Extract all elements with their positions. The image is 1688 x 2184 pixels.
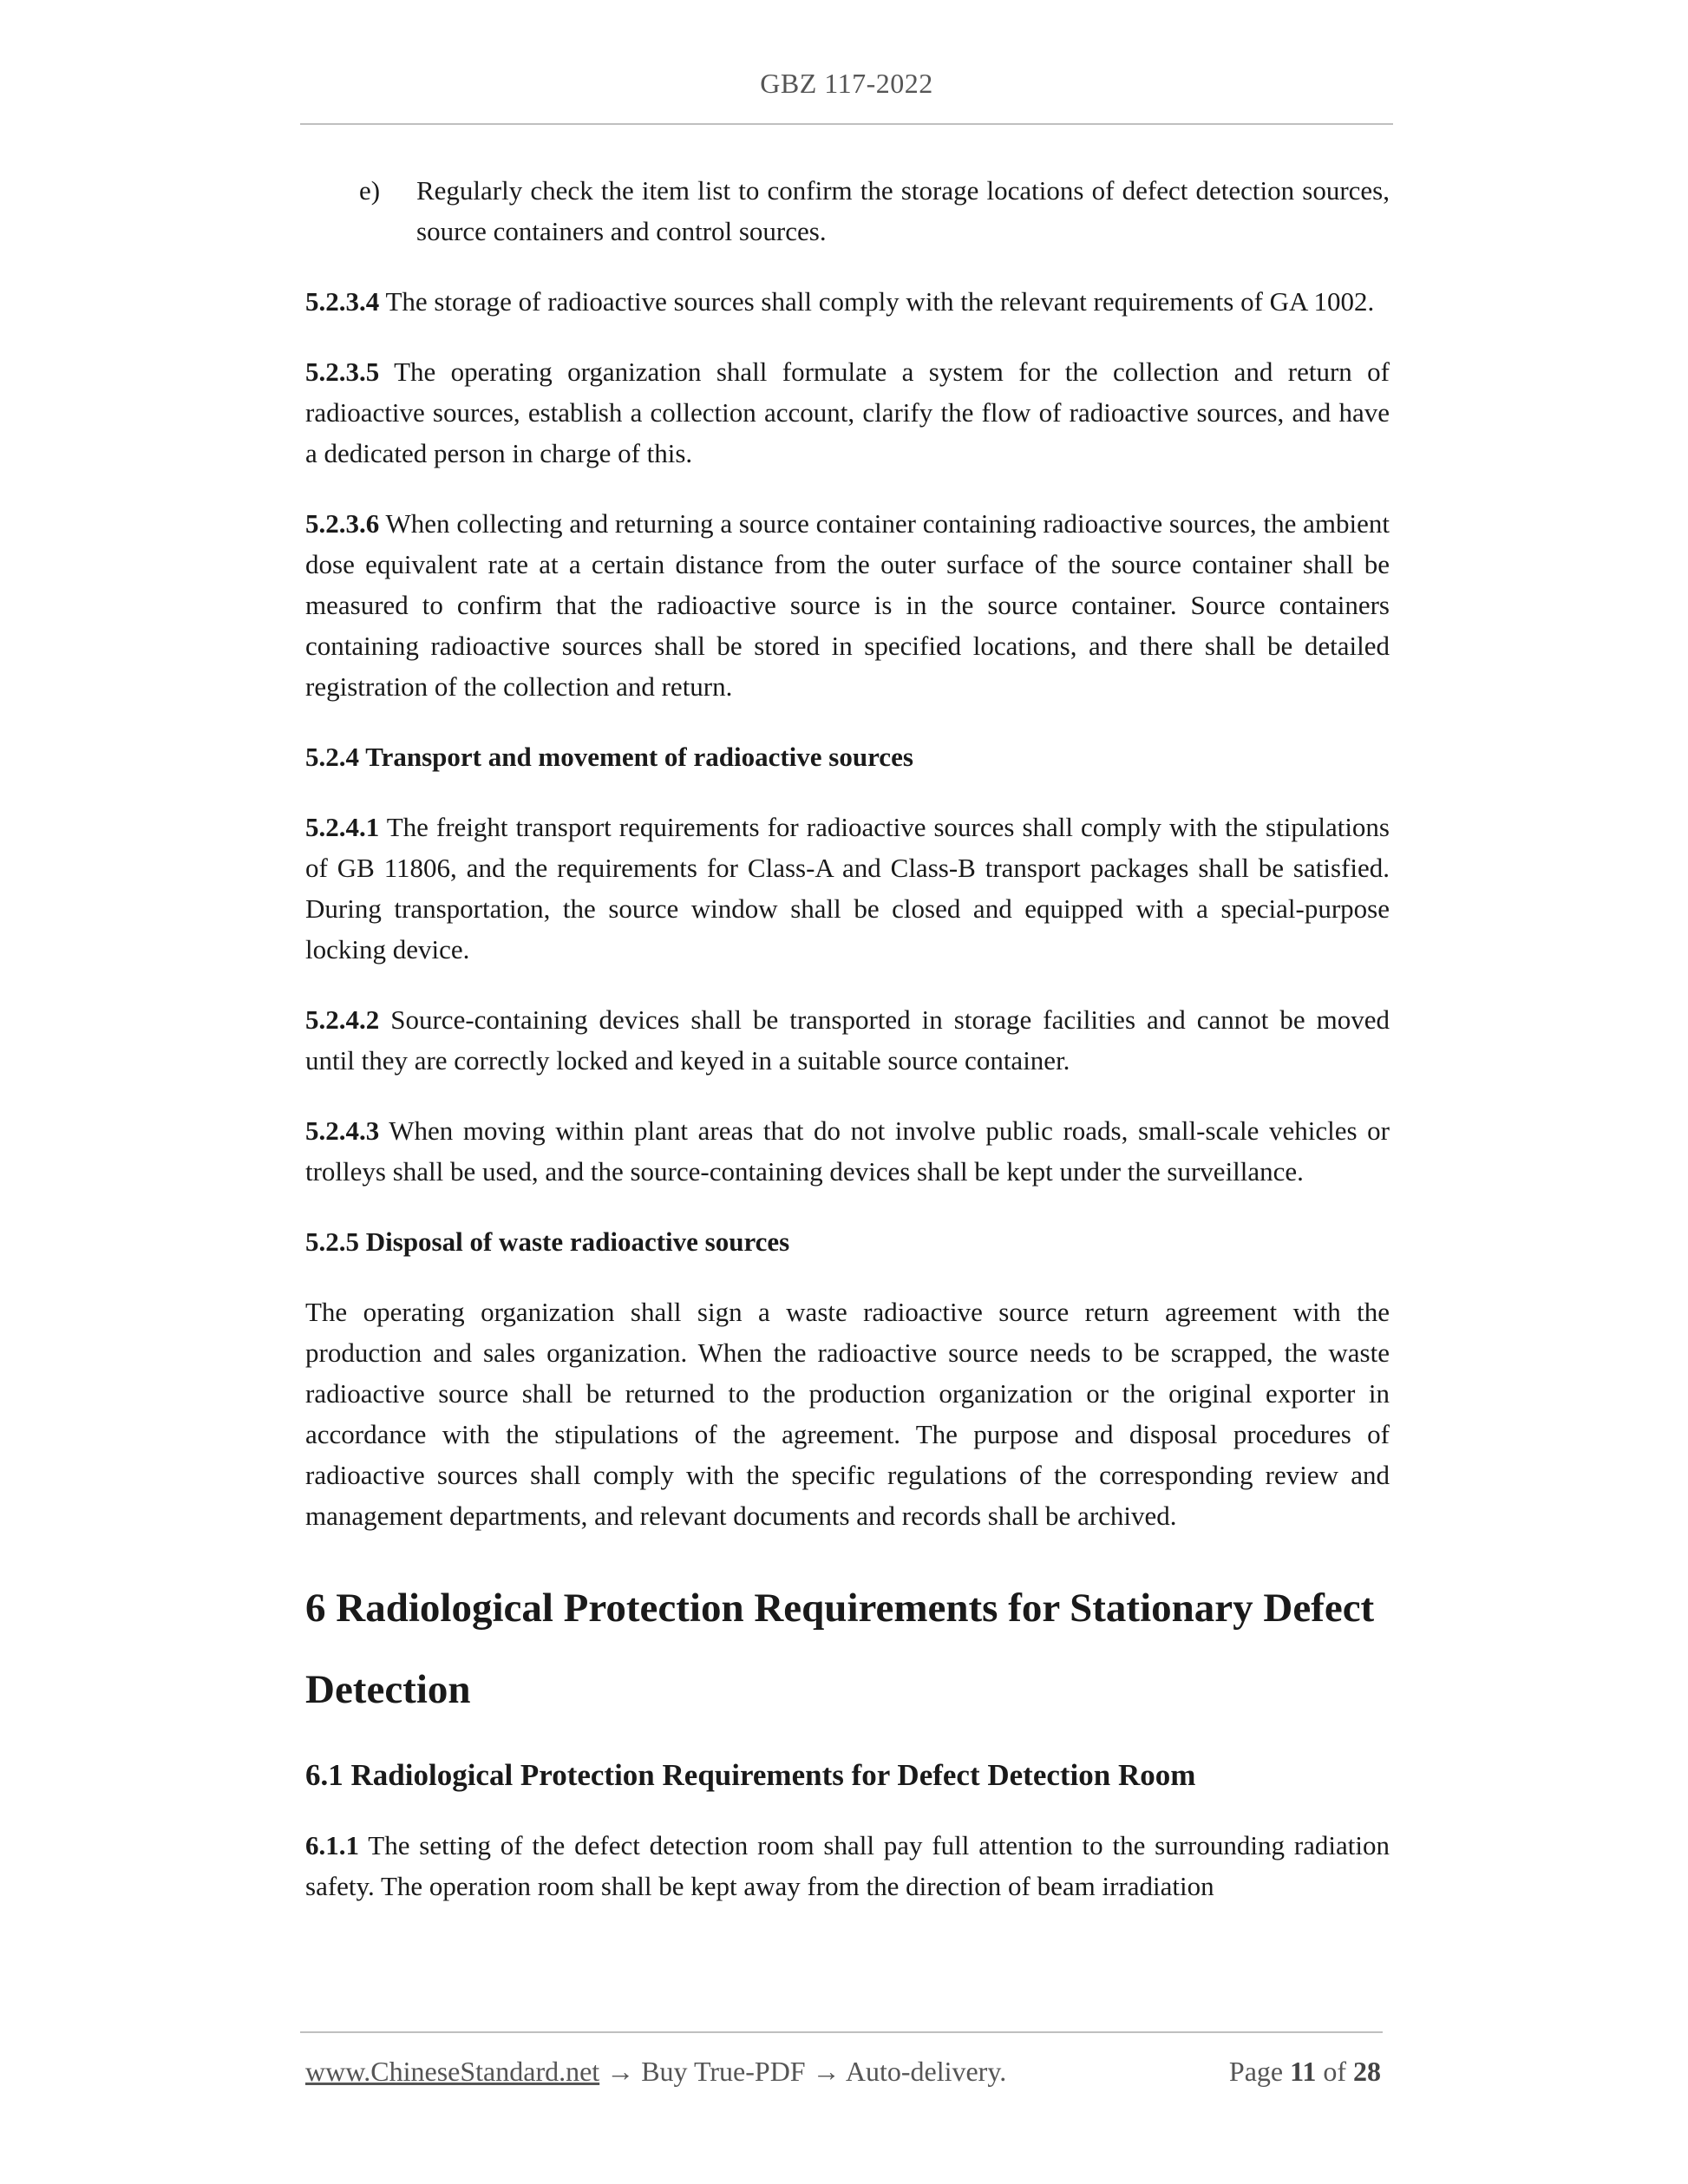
clause-text: The freight transport requirements for radioactive sources shall comply with the stipulations of GB 11806, and the requirements for Class-A and Class-B transport packages shall be satisfied. During transportation, the source window shall be closed and equipped with a special-purpose locking device.: [305, 812, 1390, 964]
chapter-heading-6: 6 Radiological Protection Requirements for Stationary Defect Detection: [305, 1586, 1375, 1712]
clause-5-2-3-4: [305, 281, 1390, 322]
clause-5-2-4-1: [305, 807, 1390, 970]
list-item-e: [305, 170, 1390, 252]
clause-5-2-3-6: [305, 503, 1390, 707]
clause-number: 6.1.1: [305, 1830, 359, 1860]
section-heading-6-1: 6.1 Radiological Protection Requirements for Defect Detection Room: [305, 1758, 1196, 1792]
clause-number: 5.2.3.4: [305, 286, 380, 317]
clause-number: 5.2.3.6: [305, 508, 380, 539]
clause-number: 5.2.3.5: [305, 356, 380, 387]
clause-number: 5.2.4.1: [305, 812, 380, 842]
list-text: Regularly check the item list to confirm the storage locations of defect detection sources, source containers and control sources.: [416, 175, 1390, 246]
site-link[interactable]: www.ChineseStandard.net: [305, 2056, 600, 2087]
clause-5-2-5-body: The operating organization shall sign a waste radioactive source return agreement with the production and sales organization. When the radioactive source needs to be scrapped, the waste radioactive source shall be returned to the production organization or the original exporter in accordance with the stipulations of the agreement. The purpose and disposal procedures of radioactive sources shall comply with the specific regulations of the corresponding review and management departments, and relevant documents and records shall be archived.: [305, 1297, 1390, 1531]
page-label: Page: [1228, 2056, 1291, 2087]
page-indicator: [1229, 2056, 1381, 2088]
heading-5-2-4: 5.2.4 Transport and movement of radioactive sources: [305, 742, 913, 772]
clause-5-2-4-2: [305, 999, 1390, 1081]
page-total: 28: [1353, 2056, 1381, 2087]
clause-text: When collecting and returning a source container containing radioactive sources, the ambient dose equivalent rate at a certain distance from the outer surface of the source container shall be measured to confirm that the radioactive source is in the source container. Source containers containing radioactive sources shall be stored in specified locations, and there shall be detailed registration of the collection and return.: [305, 508, 1390, 702]
header-divider: [300, 123, 1393, 125]
of-label: of: [1316, 2056, 1353, 2087]
clause-text: The storage of radioactive sources shall comply with the relevant requirements of GA 1002.: [379, 286, 1375, 317]
clause-text: The operating organization shall formulate a system for the collection and return of radioactive sources, establish a collection account, clarify the flow of radioactive sources, and have a dedicated person in charge of this.: [305, 356, 1390, 468]
clause-text: The setting of the defect detection room shall pay full attention to the surrounding radiation safety. The operation room shall be kept away from the direction of beam irradiation: [305, 1830, 1390, 1901]
list-marker: e): [359, 175, 381, 206]
clause-number: 5.2.4.2: [305, 1004, 380, 1035]
clause-text: Source-containing devices shall be transported in storage facilities and cannot be moved until they are correctly locked and keyed in a suitable source container.: [305, 1004, 1390, 1076]
page-header: GBZ 117-2022: [760, 68, 933, 99]
clause-text: When moving within plant areas that do not involve public roads, small-scale vehicles or trolleys shall be used, and the source-containing devices shall be kept under the surveillance.: [305, 1115, 1390, 1187]
page-number: 11: [1290, 2056, 1317, 2087]
clause-5-2-3-5: [305, 351, 1390, 474]
footer-tagline: → Buy True-PDF → Auto-delivery.: [599, 2056, 1007, 2087]
footer-left: [305, 2056, 1006, 2088]
page-footer: [305, 2056, 1381, 2088]
clause-6-1-1: [305, 1825, 1390, 1906]
footer-divider: [300, 2031, 1383, 2033]
document-body: [305, 170, 1390, 1936]
heading-5-2-5: 5.2.5 Disposal of waste radioactive sources: [305, 1226, 790, 1257]
clause-5-2-4-3: [305, 1110, 1390, 1192]
clause-number: 5.2.4.3: [305, 1115, 380, 1146]
